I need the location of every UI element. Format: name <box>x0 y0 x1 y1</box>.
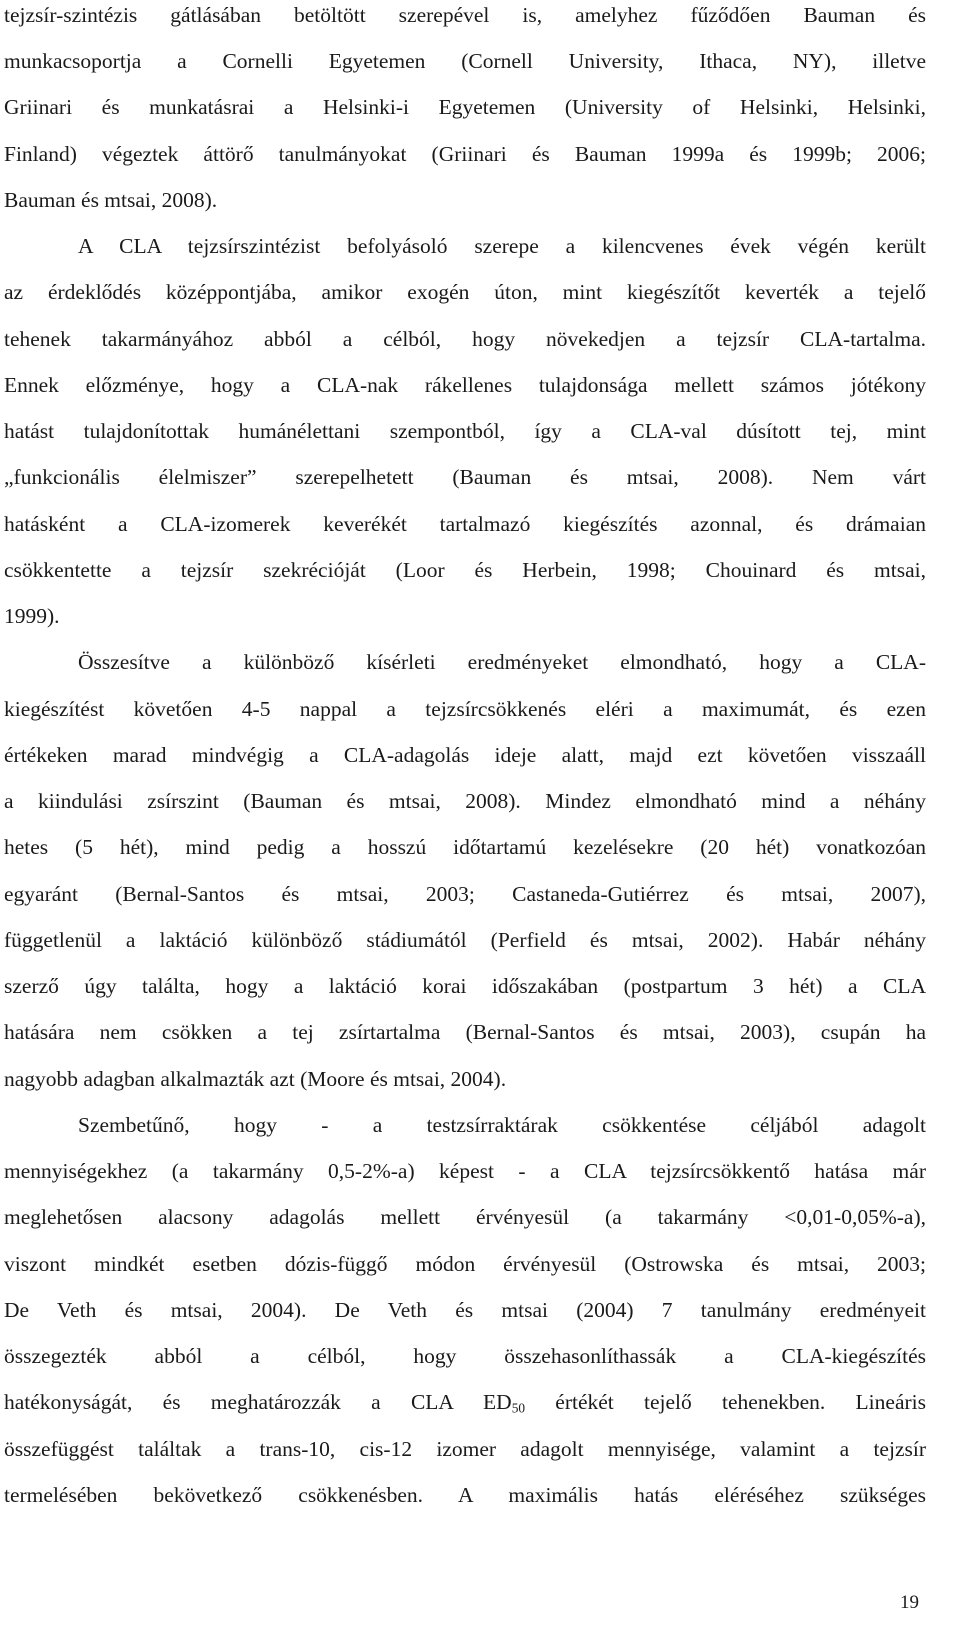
text-line: csökkentette a tejzsír szekrécióját (Loor és Herbein, 1998; Chouinard és mtsai, <box>4 558 926 582</box>
text-line: értékeken marad mindvégig a CLA-adagolás ideje alatt, majd ezt követően visszaáll <box>4 743 926 767</box>
text-line: hetes (5 hét), mind pedig a hosszú időtartamú kezelésekre (20 hét) vonatkozóan <box>4 835 926 859</box>
text-line: Ennek előzménye, hogy a CLA-nak rákellenes tulajdonsága mellett számos jótékony <box>4 373 926 397</box>
text-line <box>4 1387 926 1417</box>
text-line: tejzsír-szintézis gátlásában betöltött szerepével is, amelyhez fűződően Bauman és <box>4 3 926 27</box>
text-segment: hatékonyságát, és meghatározzák a CLA ED <box>4 1390 512 1414</box>
text-line: munkacsoportja a Cornelli Egyetemen (Cornell University, Ithaca, NY), illetve <box>4 49 926 73</box>
text-line: Griinari és munkatásrai a Helsinki-i Egyetemen (University of Helsinki, Helsinki, <box>4 95 926 119</box>
text-line: mennyiségekhez (a takarmány 0,5-2%-a) képest - a CLA tejzsírcsökkentő hatása már <box>4 1159 926 1183</box>
text-segment: értékét tejelő tehenekben. Lineáris <box>525 1390 926 1414</box>
text-line: az érdeklődés középpontjába, amikor exogén úton, mint kiegészítőt keverték a tejelő <box>4 280 926 304</box>
text-line: nagyobb adagban alkalmazták azt (Moore és mtsai, 2004). <box>4 1067 507 1091</box>
text-line: 1999). <box>4 604 60 628</box>
text-line: egyaránt (Bernal-Santos és mtsai, 2003; Castaneda-Gutiérrez és mtsai, 2007), <box>4 882 926 906</box>
text-line: meglehetősen alacsony adagolás mellett érvényesül (a takarmány <0,01-0,05%-a), <box>4 1205 926 1229</box>
text-line: Bauman és mtsai, 2008). <box>4 188 218 212</box>
text-line: összefüggést találtak a trans-10, cis-12 izomer adagolt mennyisége, valamint a tejzsír <box>4 1437 926 1461</box>
text-line: kiegészítést követően 4-5 nappal a tejzsírcsökkenés eléri a maximumát, és ezen <box>4 697 926 721</box>
text-line: termelésében bekövetkező csökkenésben. A maximális hatás eléréséhez szükséges <box>4 1483 926 1507</box>
text-line: hatást tulajdonítottak humánélettani szempontból, így a CLA-val dúsított tej, mint <box>4 419 926 443</box>
text-line: Szembetűnő, hogy - a testzsírraktárak csökkentése céljából adagolt <box>78 1113 926 1137</box>
text-line: hatására nem csökken a tej zsírtartalma (Bernal-Santos és mtsai, 2003), csupán ha <box>4 1020 926 1044</box>
text-line: összegezték abból a célból, hogy összehasonlíthassák a CLA-kiegészítés <box>4 1344 926 1368</box>
text-line: De Veth és mtsai, 2004). De Veth és mtsai (2004) 7 tanulmány eredményeit <box>4 1298 926 1322</box>
text-line: viszont mindkét esetben dózis-függő módon érvényesül (Ostrowska és mtsai, 2003; <box>4 1252 926 1276</box>
text-line: A CLA tejzsírszintézist befolyásoló szerepe a kilencvenes évek végén került <box>78 234 926 258</box>
subscript-ed50: 50 <box>511 1400 526 1416</box>
text-line: szerző úgy találta, hogy a laktáció korai időszakában (postpartum 3 hét) a CLA <box>4 974 926 998</box>
text-line: Finland) végeztek áttörő tanulmányokat (Griinari és Bauman 1999a és 1999b; 2006; <box>4 142 926 166</box>
text-line: Összesítve a különböző kísérleti eredményeket elmondható, hogy a CLA- <box>78 650 926 674</box>
text-line: hatásként a CLA-izomerek keverékét tartalmazó kiegészítés azonnal, és drámaian <box>4 512 926 536</box>
text-line: „funkcionális élelmiszer” szerepelhetett (Bauman és mtsai, 2008). Nem várt <box>4 465 926 489</box>
text-line: tehenek takarmányához abból a célból, hogy növekedjen a tejzsír CLA-tartalma. <box>4 327 926 351</box>
text-line: a kiindulási zsírszint (Bauman és mtsai, 2008). Mindez elmondható mind a néhány <box>4 789 926 813</box>
page-number: 19 <box>900 1592 919 1613</box>
text-line: függetlenül a laktáció különböző stádiumától (Perfield és mtsai, 2002). Habár néhány <box>4 928 926 952</box>
